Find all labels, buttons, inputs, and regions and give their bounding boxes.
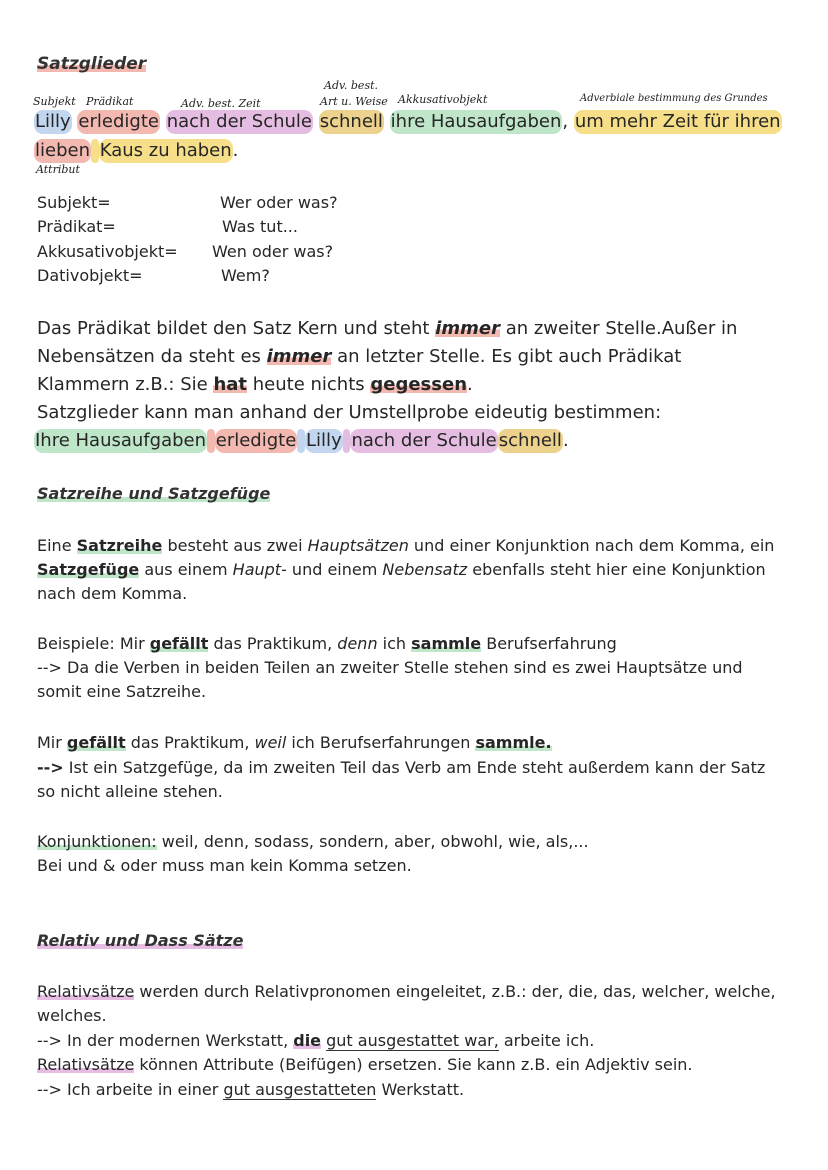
question-subjekt: Wer oder was? — [220, 193, 338, 212]
annotation-adv-art-2: Art u. Weise — [320, 95, 388, 108]
relativ-line-4: Relativsätze können Attribute (Beifügen) ersetzen. Sie kann z.B. ein Adjektiv sein. — [37, 1055, 693, 1074]
satzreihe-p3: nach dem Komma. — [37, 584, 188, 603]
question-label-akkusativ: Akkusativobjekt= — [37, 242, 178, 261]
example-1: Beispiele: Mir gefällt das Praktikum, denn ich sammle Berufserfahrung — [37, 634, 617, 653]
question-label-praedikat: Prädikat= — [37, 217, 116, 236]
umstell-praedikat: erledigte — [215, 430, 297, 451]
praedikat-line-1: Das Prädikat bildet den Satz Kern und steht immer an zweiter Stelle.Außer in — [37, 318, 738, 339]
umstell-akkusativ: Ihre Hausaufgaben — [35, 430, 207, 451]
umstellprobe-sentence: Ihre Hausaufgaben erledigte Lilly nach der Schule schnell. — [35, 430, 569, 451]
highlight-subjekt: Lilly — [35, 111, 71, 132]
question-praedikat: Was tut... — [222, 217, 298, 236]
example-1-explanation-2: somit eine Satzreihe. — [37, 682, 207, 701]
question-dativ: Wem? — [221, 266, 270, 285]
umstell-subjekt: Lilly — [306, 430, 342, 451]
annotation-adv-grund: Adverbiale bestimmung des Grundes — [580, 93, 768, 104]
annotation-praedikat: Prädikat — [86, 95, 134, 108]
example-2-explanation: --> Ist ein Satzgefüge, da im zweiten Teil das Verb am Ende steht außerdem kann der Satz — [37, 758, 766, 777]
umstell-art: schnell — [498, 430, 562, 451]
example-1-explanation: --> Da die Verben in beiden Teilen an zweiter Stelle stehen sind es zwei Hauptsätze und — [37, 658, 743, 677]
umstell-zeit: nach der Schule — [351, 430, 497, 451]
highlight-grund: um mehr Zeit für ihren — [574, 111, 781, 132]
relativ-line-2: welches. — [37, 1006, 107, 1025]
highlight-praedikat: erledigte — [78, 111, 159, 132]
praedikat-line-4: Satzglieder kann man anhand der Umstellprobe eideutig bestimmen: — [37, 402, 662, 423]
annotation-akkusativobjekt: Akkusativobjekt — [398, 93, 488, 106]
relativ-heading: Relativ und Dass Sätze — [37, 931, 244, 950]
example-2-explanation-2: so nicht alleine stehen. — [37, 782, 223, 801]
question-akkusativ: Wen oder was? — [212, 242, 334, 261]
annotation-adv-art-1: Adv. best. — [324, 79, 379, 92]
annotation-subjekt: Subjekt — [33, 95, 76, 108]
question-label-dativ: Dativobjekt= — [37, 266, 143, 285]
relativ-example-2: --> Ich arbeite in einer gut ausgestatteten Werkstatt. — [37, 1080, 465, 1099]
relativ-example-1: --> In der modernen Werkstatt, die gut ausgestattet war, arbeite ich. — [37, 1031, 595, 1050]
komma-rule: Bei und & oder muss man kein Komma setzen. — [37, 856, 412, 875]
satzreihe-p2: Satzgefüge aus einem Haupt- und einem Nebensatz ebenfalls steht hier eine Konjunktion — [37, 560, 766, 579]
highlight-kaus: Kaus zu haben — [99, 140, 232, 161]
praedikat-line-2: Nebensätzen da steht es immer an letzter Stelle. Es gibt auch Prädikat — [37, 346, 682, 367]
annotation-adv-zeit: Adv. best. Zeit — [181, 97, 261, 110]
highlight-art: schnell — [319, 111, 383, 132]
satzreihe-p1: Eine Satzreihe besteht aus zwei Hauptsätzen und einer Konjunktion nach dem Komma, ein — [37, 536, 775, 555]
relativ-line-1: Relativsätze werden durch Relativpronomen eingeleitet, z.B.: der, die, das, welcher, welche, — [37, 982, 776, 1001]
example-2: Mir gefällt das Praktikum, weil ich Berufserfahrungen sammle. — [37, 733, 552, 752]
annotation-attribut: Attribut — [36, 163, 80, 176]
konjunktionen-line: Konjunktionen: weil, denn, sodass, sondern, aber, obwohl, wie, als,... — [37, 832, 589, 851]
question-label-subjekt: Subjekt= — [37, 193, 111, 212]
page-title: Satzglieder — [37, 54, 147, 74]
praedikat-line-3: Klammern z.B.: Sie hat heute nichts gegessen. — [37, 374, 473, 395]
highlight-zeit: nach der Schule — [166, 111, 313, 132]
example-sentence-line-2: lieben Kaus zu haben. — [35, 140, 239, 161]
highlight-akkusativ: ihre Hausaufgaben — [390, 111, 562, 132]
satzreihe-heading: Satzreihe und Satzgefüge — [37, 484, 271, 503]
example-sentence-line-1: Lilly erledigte nach der Schule schnell ihre Hausaufgaben, um mehr Zeit für ihren — [35, 111, 781, 132]
highlight-attribut: lieben — [35, 140, 90, 161]
